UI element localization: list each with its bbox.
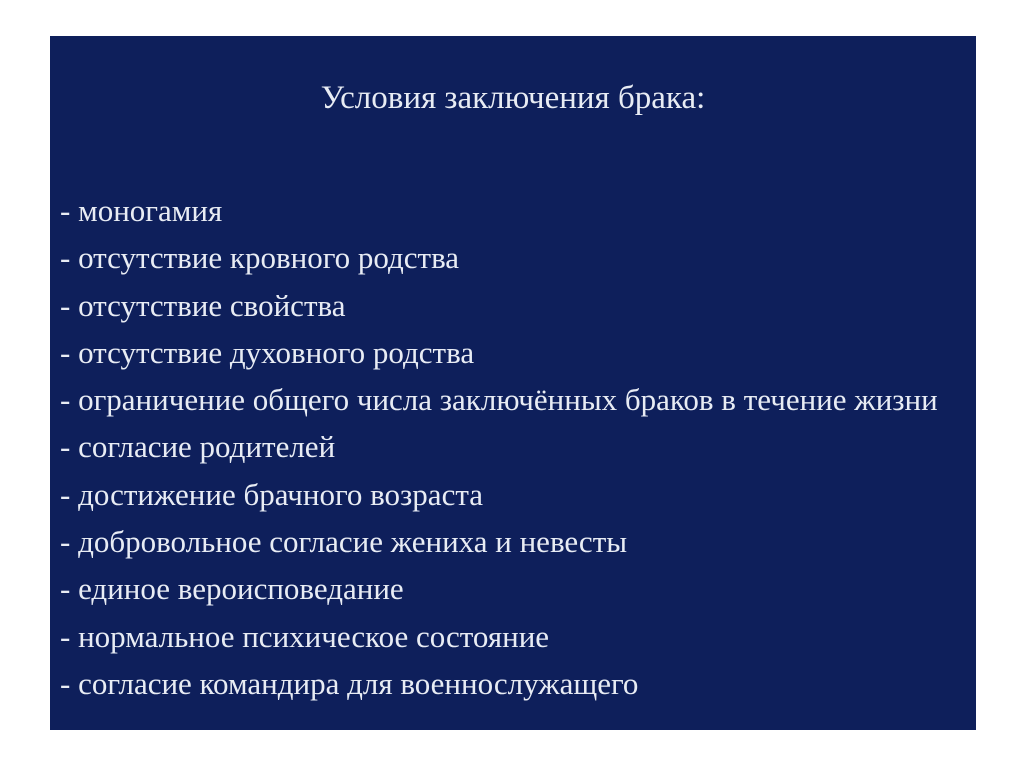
condition-item: - ограничение общего числа заключённых браков в течение жизни — [60, 382, 938, 418]
slide-content-box — [50, 36, 976, 730]
condition-item: - моногамия — [60, 193, 223, 228]
condition-item: - добровольное согласие жениха и невесты — [60, 524, 628, 560]
condition-item: - нормальное психическое состояние — [60, 618, 550, 654]
slide-title: Условия заключения брака: — [320, 80, 706, 116]
condition-item: - согласие командира для военнослужащего — [60, 665, 639, 701]
conditions-list — [60, 187, 960, 707]
condition-item: - отсутствие духовного родства — [60, 334, 475, 370]
condition-item: - отсутствие кровного родства — [60, 240, 460, 276]
condition-item: - согласие родителей — [60, 429, 336, 465]
condition-item: - отсутствие свойства — [60, 287, 346, 323]
condition-item: - достижение брачного возраста — [60, 476, 484, 512]
condition-item: - единое вероисповедание — [60, 571, 404, 607]
